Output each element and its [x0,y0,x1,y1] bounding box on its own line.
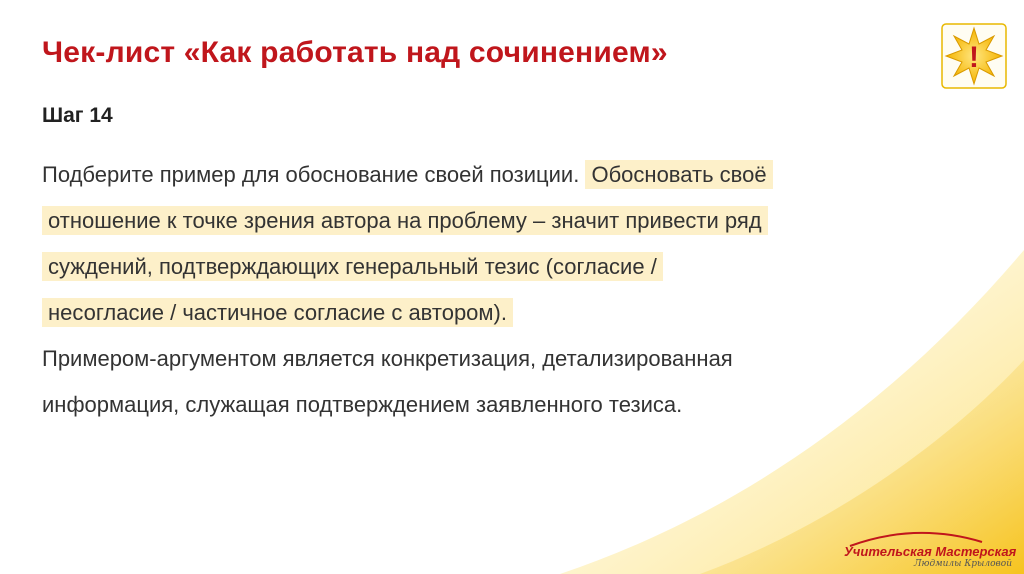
logo-main-text: Учительская Мастерская [844,544,1017,559]
body-line-3 [42,244,972,290]
body-line-4-highlight: несогласие / частичное согласие с автором). [42,298,513,327]
step-label: Шаг 14 [42,104,113,127]
body-line-1-plain: Подберите пример для обоснование своей позиции. [42,162,580,187]
logo-sub-text: Людмилы Крыловой [914,559,1012,569]
brand-logo [826,528,1016,568]
svg-text:!: ! [969,41,979,74]
body-line-4 [42,290,972,336]
body-text [42,152,972,428]
exclamation-sunburst-icon [940,22,1008,90]
body-line-3-highlight: суждений, подтверждающих генеральный тезис (согласие / [42,252,663,281]
body-line-2-highlight: отношение к точке зрения автора на проблему – значит привести ряд [42,206,768,235]
body-line-2 [42,198,972,244]
body-line-6: информация, служащая подтверждением заявленного тезиса. [42,392,683,417]
slide-title: Чек-лист «Как работать над сочинением» [42,36,668,69]
body-line-1 [42,152,972,198]
body-line-1-highlight: Обосновать своё [585,160,772,189]
body-line-5: Примером-аргументом является конкретизация, детализированная [42,346,733,371]
